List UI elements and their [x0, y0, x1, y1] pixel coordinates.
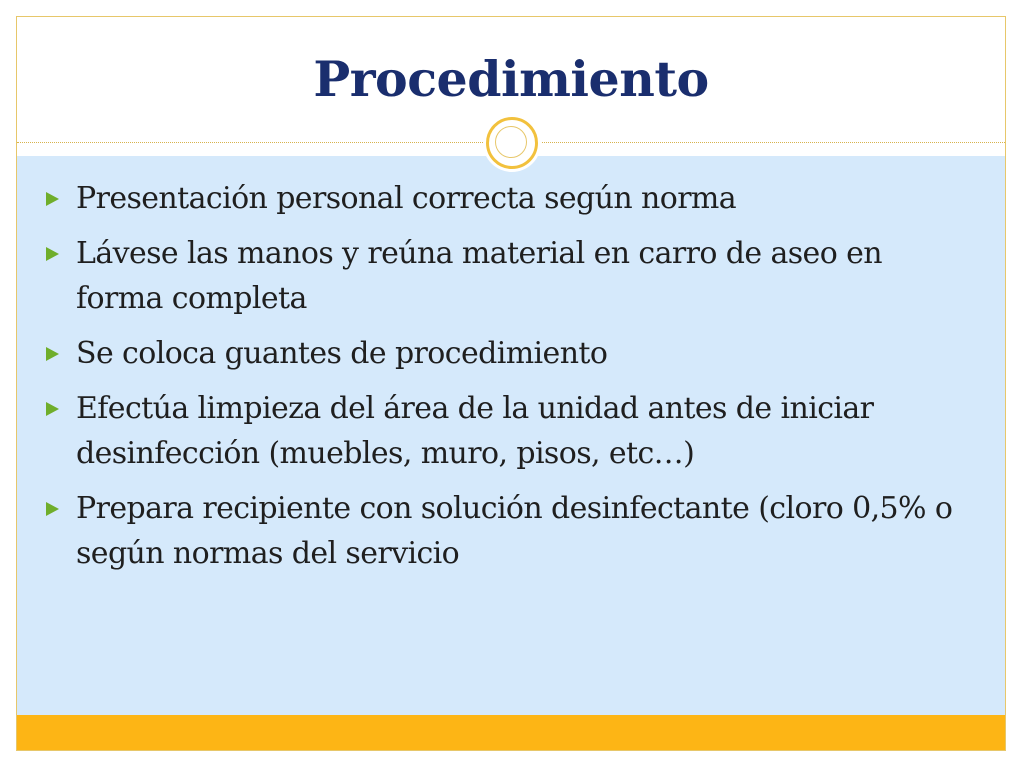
- bullet-item: [44, 176, 974, 221]
- bullet-list: [44, 176, 974, 586]
- circle-ornament-icon: [486, 117, 538, 169]
- inner-ring: [495, 126, 527, 158]
- bullet-text: Efectúa limpieza del área de la unidad antes de iniciar desinfección (muebles, muro, pisos, etc…): [76, 391, 874, 471]
- bullet-text: Presentación personal correcta según norma: [76, 181, 737, 216]
- slide-title: Procedimiento: [313, 50, 709, 108]
- bullet-text: Se coloca guantes de procedimiento: [76, 336, 608, 371]
- arrow-bullet-icon: [46, 247, 59, 261]
- footer-bar: [17, 715, 1005, 750]
- bullet-text: Lávese las manos y reúna material en carro de aseo en forma completa: [76, 236, 882, 316]
- bullet-text: Prepara recipiente con solución desinfectante (cloro 0,5% o según normas del servicio: [76, 491, 953, 571]
- arrow-bullet-icon: [46, 502, 59, 516]
- bullet-item: [44, 486, 974, 576]
- bullet-item: [44, 386, 974, 476]
- arrow-bullet-icon: [46, 347, 59, 361]
- arrow-bullet-icon: [46, 192, 59, 206]
- bullet-item: [44, 331, 974, 376]
- arrow-bullet-icon: [46, 402, 59, 416]
- bullet-item: [44, 231, 974, 321]
